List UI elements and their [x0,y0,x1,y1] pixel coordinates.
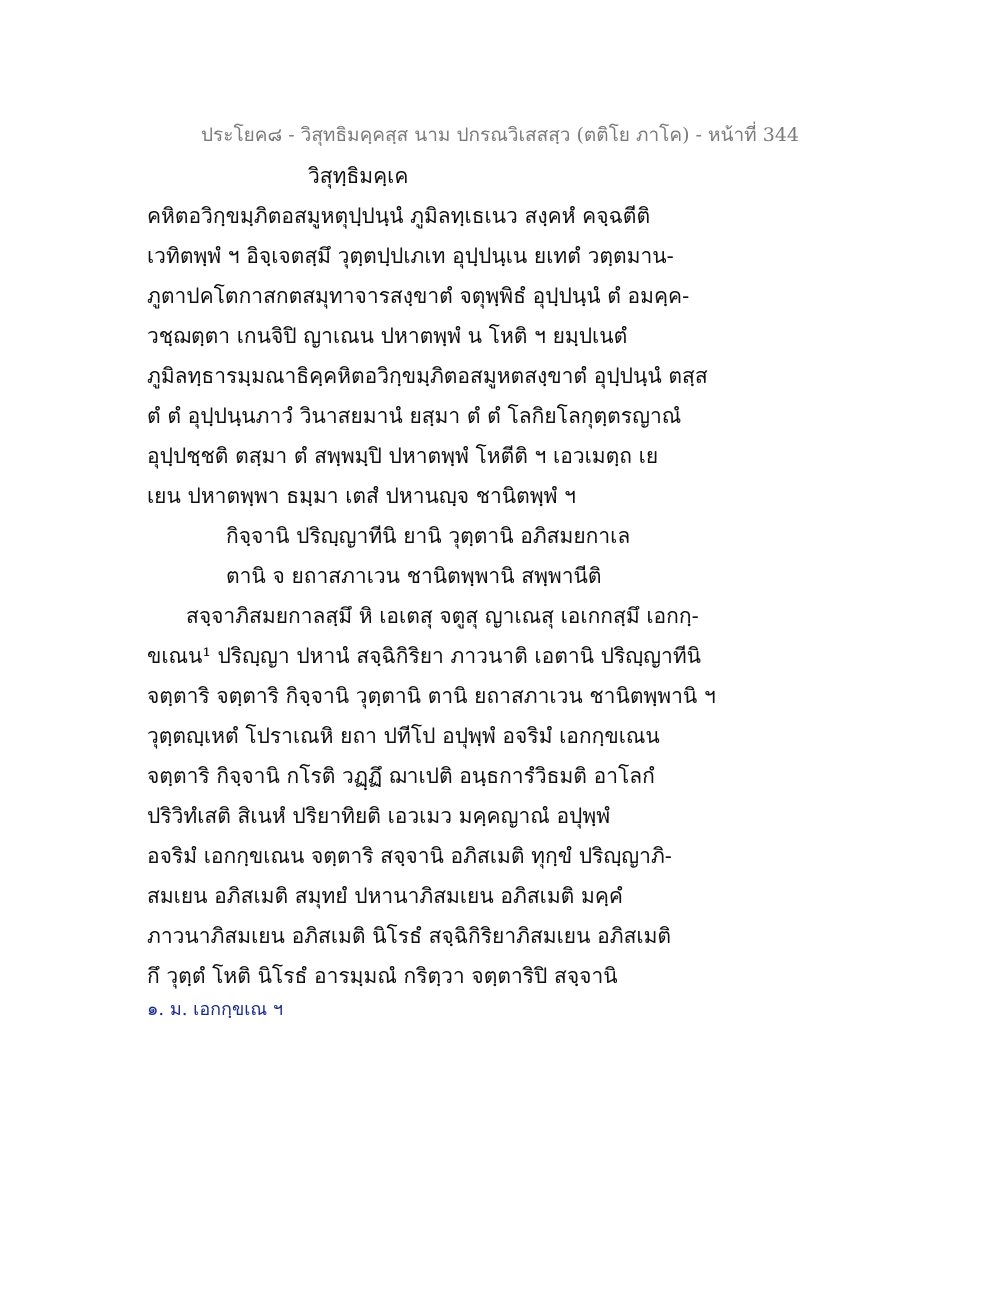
text-line: วุตฺตญฺเหตํ โปราเณหิ ยถา ปทีโป อปุพฺพํ อจริมํ เอกกฺขเณน [147,724,660,748]
text-line: วชฺฌตฺตา เกนจิปิ ญาเณน ปหาตพฺพํ น โหติ ฯ ยมฺปเนตํ [147,324,628,348]
section-title: วิสุทฺธิมคฺเค [308,164,409,188]
footnote: ๑. ม. เอกกฺขเณ ฯ [147,999,283,1020]
text-line: เยน ปหาตพฺพา ธมฺมา เตสํ ปหานญฺจ ชานิตพฺพํ ฯ [147,484,576,508]
text-line: จตฺตาริ กิจฺจานิ กโรติ วฏฺฏึ ฌาเปติ อนฺธการํวิธมติ อาโลกํ [147,764,655,788]
text-line: เวทิตพฺพํ ฯ อิจฺเจตสฺมึ วุตฺตปฺปเภเท อุปฺปนฺเน ยเทตํ วตฺตมาน- [147,244,674,268]
text-line: อุปฺปชฺชติ ตสฺมา ตํ สพฺพมฺปิ ปหาตพฺพํ โหตีติ ฯ เอวเมตฺถ เย [147,444,659,468]
text-line: คหิตอวิกฺขมฺภิตอสมูหตุปฺปนฺนํ ภูมิลทฺเธเนว สงฺคหํ คจฺฉตีติ [147,204,651,228]
text-line: อจริมํ เอกกฺขเณน จตฺตาริ สจฺจานิ อภิสเมติ ทุกฺขํ ปริญฺญาภิ- [147,844,672,868]
text-line: ขเณน¹ ปริญฺญา ปหานํ สจฺฉิกิริยา ภาวนาติ เอตานิ ปริญฺญาทีนิ [147,644,702,668]
text-line: สจฺจาภิสมยกาลสฺมึ หิ เอเตสุ จตูสุ ญาเณสุ เอเกกสฺมึ เอกกฺ- [186,604,699,628]
text-line: จตฺตาริ จตฺตาริ กิจฺจานิ วุตฺตานิ ตานิ ยถาสภาเวน ชานิตพฺพานิ ฯ [147,684,716,708]
verse-line: กิจฺจานิ ปริญฺญาทีนิ ยานิ วุตฺตานิ อภิสมยกาเล [226,524,631,548]
text-line: ภูมิลทฺธารมฺมณาธิคฺคหิตอวิกฺขมฺภิตอสมูหตสงฺขาตํ อุปฺปนฺนํ ตสฺส [147,364,708,388]
text-line: ปริวิทํเสติ สิเนหํ ปริยาทิยติ เอวเมว มคฺคญาณํ อปุพฺพํ [147,804,611,828]
text-line: ภาวนาภิสมเยน อภิสเมติ นิโรธํ สจฺฉิกิริยาภิสมเยน อภิสเมติ [147,924,672,948]
text-line: ตํ ตํ อุปฺปนฺนภาวํ วินาสยมานํ ยสฺมา ตํ ตํ โลกิยโลกุตฺตรญาณํ [147,404,682,428]
text-line: สมเยน อภิสเมติ สมุทยํ ปหานาภิสมเยน อภิสเมติ มคฺคํ [147,884,623,908]
verse-line: ตานิ จ ยถาสภาเวน ชานิตพฺพานิ สพฺพานีติ [226,564,602,588]
text-line: กึ วุตฺตํ โหติ นิโรธํ อารมฺมณํ กริตฺวา จตฺตาริปิ สจฺจานิ [147,964,618,988]
running-header: ประโยค๘ - วิสุทธิมคฺคสฺส นาม ปกรณวิเสสสฺว (ตติโย ภาโค) - หน้าที่ 344 [200,124,800,146]
text-line: ภูตาปคโตกาสกตสมุทาจารสงฺขาตํ จตุพฺพิธํ อุปฺปนฺนํ ตํ อมคฺค- [147,284,690,308]
